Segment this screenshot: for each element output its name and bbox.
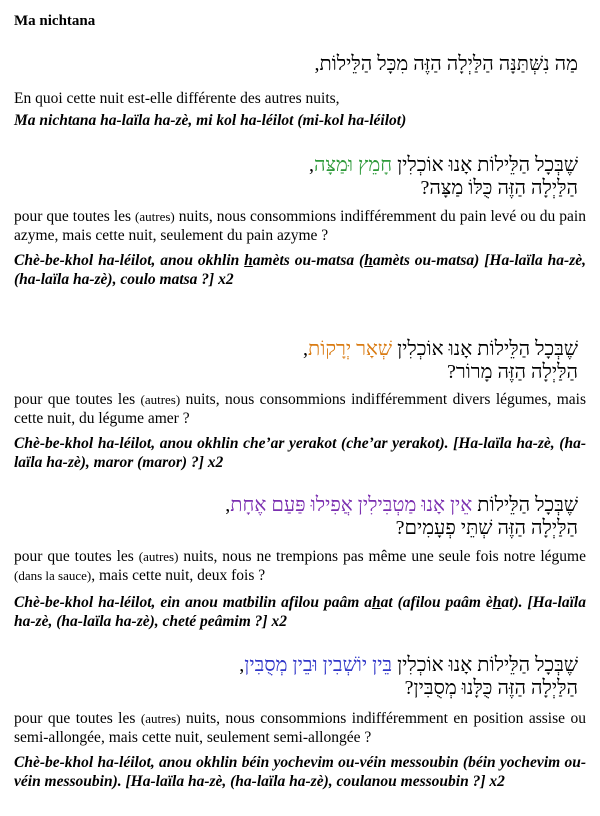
q4-transliteration: Chè-be-khol ha-léilot, anou okhlin béin yochevim ou-véin messoubin (béin yochevim ou-véin messoubin). [Ha-laïla ha-zè, (ha-laïla ha-zè), coulanou messoubin ?] x2	[14, 754, 586, 790]
intro-transliteration: Ma nichtana ha-laïla ha-zè, mi kol ha-léilot (mi-kol ha-léilot)	[14, 112, 407, 129]
q1-hebrew-line1: שֶׁבְּכָל הַלֵּילוֹת אָנוּ אוֹכְלִין חָמֵץ וּמַצָּה,	[309, 154, 578, 176]
q2-hebrew	[303, 338, 578, 384]
q3-hebrew-line2: הַלַּיְלָה הַזֶּה שְׁתֵּי פְעָמִים?	[395, 517, 578, 539]
q4-french: pour que toutes les (autres) nuits, nous consommions indifféremment en position assise ou semi-allongée, mais cette nuit, seulement semi-allongée ?	[14, 710, 586, 746]
intro-hebrew: מַה נִשְּׁתַּנָּה הַלַּיְלָה הַזֶּה מִכָּל הַלֵּילוֹת,	[314, 53, 578, 75]
page-title: Ma nichtana	[14, 13, 96, 29]
q3-hebrew	[225, 494, 578, 540]
q1-hebrew-highlight: חָמֵץ וּמַצָּה	[314, 154, 393, 176]
q2-hebrew-highlight: שְׁאָר יְרָקוֹת	[308, 338, 393, 360]
q2-hebrew-line1: שֶׁבְּכָל הַלֵּילוֹת אָנוּ אוֹכְלִין שְׁאָר יְרָקוֹת,	[303, 338, 578, 360]
q3-transliteration: Chè-be-khol ha-léilot, ein anou matbilin afilou paâm ahat (afilou paâm èhat). [Ha-laïla ha-zè, (ha-laïla ha-zè), cheté peâmim ?] x2	[14, 594, 586, 630]
q4-hebrew-line2: הַלַּיְלָה הַזֶּה כֻּלָּנוּ מְסֻבִּין?	[404, 677, 578, 699]
q3-hebrew-highlight: אֵין אָנוּ מַטְבִּילִין אֲפִילוּ פַּעַם אֶחָת	[230, 494, 473, 516]
intro-french: En quoi cette nuit est-elle différente des autres nuits,	[14, 90, 340, 107]
q2-hebrew-line2: הַלַּיְלָה הַזֶּה מָרוֹר?	[446, 361, 578, 383]
q2-transliteration: Chè-be-khol ha-léilot, anou okhlin che’ar yerakot (che’ar yerakot). [Ha-laïla ha-zè, (ha-laïla ha-zè), maror (maror) ?] x2	[14, 435, 586, 471]
q1-transliteration: Chè-be-khol ha-léilot, anou okhlin hamèts ou-matsa (hamèts ou-matsa) [Ha-laïla ha-zè, (ha-laïla ha-zè), coulo matsa ?] x2	[14, 252, 586, 288]
q4-hebrew	[239, 654, 578, 700]
q1-hebrew-line2: הַלַּיְלָה הַזֶּה כֻּלּוֹ מַצָּה?	[420, 177, 578, 199]
q3-hebrew-line1: שֶׁבְּכָל הַלֵּילוֹת אֵין אָנוּ מַטְבִּילִין אֲפִילוּ פַּעַם אֶחָת,	[225, 494, 578, 516]
q2-french: pour que toutes les (autres) nuits, nous consommions indifféremment divers légumes, mais cette nuit, du légume amer ?	[14, 391, 586, 427]
q1-french: pour que toutes les (autres) nuits, nous consommions indifféremment du pain levé ou du pain azyme, mais cette nuit, seulement du pain azyme ?	[14, 208, 586, 244]
q3-french: pour que toutes les (autres) nuits, nous ne trempions pas même une seule fois notre légume (dans la sauce), mais cette nuit, deux fois ?	[14, 548, 586, 584]
q4-hebrew-highlight: בֵּין יוֹשְׁבִין וּבֵין מְסֻבִּין	[244, 654, 393, 676]
q4-hebrew-line1: שֶׁבְּכָל הַלֵּילוֹת אָנוּ אוֹכְלִין בֵּין יוֹשְׁבִין וּבֵין מְסֻבִּין,	[239, 654, 578, 676]
q1-hebrew	[309, 154, 578, 200]
